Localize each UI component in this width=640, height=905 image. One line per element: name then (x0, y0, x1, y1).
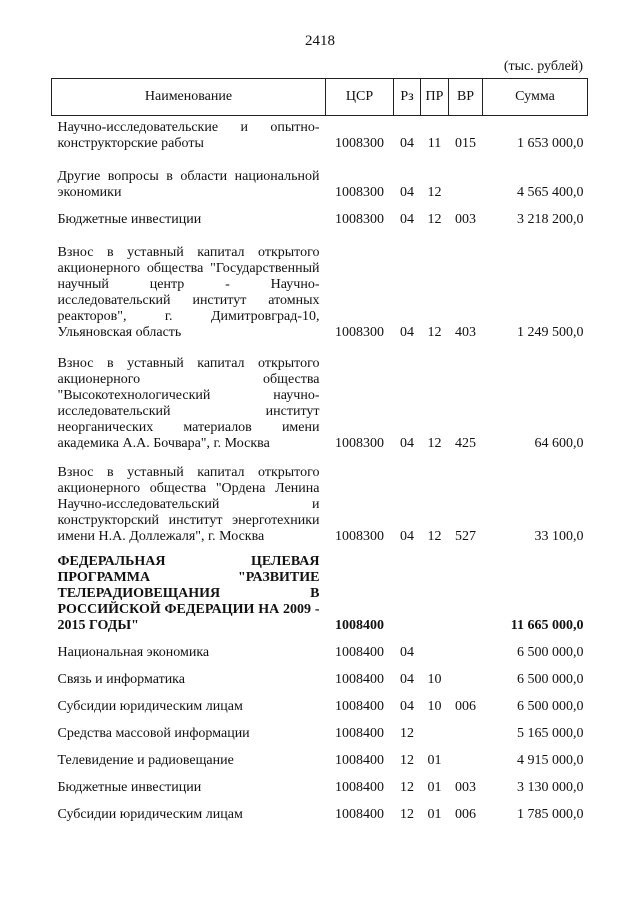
cell-rz: 04 (400, 436, 414, 451)
cell-pr: 10 (427, 672, 442, 687)
cell-pr: 01 (427, 780, 442, 795)
table-row (52, 637, 588, 664)
cell-name: Взнос в уставный капитал открытого акционерного общества "Высокотехнологический научно-исследовательский институт неорганических материалов имени академика А.А. Бочвара", г. Москва (57, 356, 320, 451)
cell-rz: 04 (400, 325, 414, 340)
table-row (52, 664, 588, 691)
cell-vr (449, 718, 483, 745)
table-row (52, 204, 588, 231)
header-vr: ВР (449, 79, 483, 116)
cell-sum: 11 665 000,0 (510, 618, 584, 633)
cell-rz: 12 (400, 780, 414, 795)
cell-pr (421, 548, 449, 637)
cell-pr (421, 718, 449, 745)
table-body (52, 116, 588, 827)
cell-name: Субсидии юридическим лицам (57, 699, 243, 714)
cell-rz (394, 548, 421, 637)
cell-vr (449, 664, 483, 691)
cell-name: Национальная экономика (57, 645, 210, 660)
cell-csr: 1008400 (335, 672, 384, 687)
cell-sum: 33 100,0 (534, 529, 584, 544)
cell-name: Бюджетные инвестиции (57, 212, 202, 227)
header-name: Наименование (52, 79, 326, 116)
cell-name: ФЕДЕРАЛЬНАЯ ЦЕЛЕВАЯ ПРОГРАММА "РАЗВИТИЕ ТЕЛЕРАДИОВЕЩАНИЯ В РОССИЙСКОЙ ФЕДЕРАЦИИ НА 2009 - 2015 ГОДЫ" (57, 554, 320, 633)
cell-csr: 1008400 (335, 753, 384, 768)
cell-vr: 527 (455, 529, 476, 544)
cell-csr: 1008300 (335, 212, 384, 227)
cell-pr: 12 (427, 185, 442, 200)
cell-sum: 6 500 000,0 (517, 699, 584, 714)
cell-sum: 4 565 400,0 (517, 185, 584, 200)
cell-csr: 1008300 (335, 325, 384, 340)
cell-vr: 003 (455, 212, 476, 227)
cell-sum: 3 130 000,0 (517, 780, 584, 795)
table-row (52, 691, 588, 718)
table-row (52, 718, 588, 745)
cell-pr: 01 (427, 807, 442, 822)
cell-csr: 1008400 (335, 807, 384, 822)
cell-name: Взнос в уставный капитал открытого акционерного общества "Ордена Ленина Научно-исследовательский и конструкторский институт энерготехники имени Н.А. Доллежаля", г. Москва (57, 465, 320, 544)
units-label: (тыс. рублей) (503, 59, 583, 74)
cell-csr: 1008400 (335, 726, 384, 741)
cell-vr: 006 (455, 807, 476, 822)
header-rz: Рз (394, 79, 421, 116)
cell-sum: 6 500 000,0 (517, 645, 584, 660)
cell-pr: 12 (427, 325, 442, 340)
cell-sum: 1 785 000,0 (517, 807, 584, 822)
cell-rz: 12 (400, 726, 414, 741)
cell-name: Взнос в уставный капитал открытого акционерного общества "Государственный научный центр - Научно-исследовательский институт атомных реакторов", г. Димитровград-10, Ульяновская область (57, 245, 320, 340)
cell-pr (421, 637, 449, 664)
cell-sum: 1 249 500,0 (517, 325, 584, 340)
cell-sum: 3 218 200,0 (517, 212, 584, 227)
cell-csr: 1008400 (335, 780, 384, 795)
cell-rz: 04 (400, 672, 414, 687)
header-csr: ЦСР (326, 79, 394, 116)
cell-vr: 006 (455, 699, 476, 714)
cell-name: Другие вопросы в области национальной экономики (57, 169, 320, 200)
cell-name: Научно-исследовательские и опытно-конструкторские работы (57, 120, 320, 151)
cell-vr (449, 548, 483, 637)
cell-pr: 12 (427, 212, 442, 227)
cell-csr: 1008300 (335, 185, 384, 200)
cell-csr: 1008400 (335, 699, 384, 714)
table-row (52, 745, 588, 772)
cell-pr: 12 (427, 436, 442, 451)
cell-rz: 04 (400, 699, 414, 714)
cell-sum: 5 165 000,0 (517, 726, 584, 741)
cell-rz: 12 (400, 807, 414, 822)
cell-name: Субсидии юридическим лицам (57, 807, 243, 822)
cell-pr: 01 (427, 753, 442, 768)
header-pr: ПР (421, 79, 449, 116)
cell-rz: 04 (400, 212, 414, 227)
cell-sum: 4 915 000,0 (517, 753, 584, 768)
table-row (52, 772, 588, 799)
cell-name: Телевидение и радиовещание (57, 753, 234, 768)
cell-vr: 003 (455, 780, 476, 795)
page-number: 2418 (305, 33, 335, 49)
budget-table (51, 78, 588, 826)
cell-name: Бюджетные инвестиции (57, 780, 202, 795)
cell-csr: 1008300 (335, 436, 384, 451)
cell-vr: 425 (455, 436, 476, 451)
cell-sum: 64 600,0 (534, 436, 584, 451)
cell-rz: 04 (400, 136, 414, 151)
cell-sum: 1 653 000,0 (517, 136, 584, 151)
table-row (52, 455, 588, 548)
table-row (52, 155, 588, 204)
table-header-row (52, 79, 588, 116)
cell-sum: 6 500 000,0 (517, 672, 584, 687)
cell-pr: 12 (427, 529, 442, 544)
cell-vr (449, 637, 483, 664)
cell-name: Средства массовой информации (57, 726, 250, 741)
cell-rz: 04 (400, 185, 414, 200)
table-row (52, 799, 588, 826)
cell-rz: 04 (400, 529, 414, 544)
cell-name: Связь и информатика (57, 672, 185, 687)
cell-csr: 1008400 (335, 618, 384, 633)
cell-pr: 10 (427, 699, 442, 714)
cell-vr: 015 (455, 136, 476, 151)
cell-rz: 12 (400, 753, 414, 768)
cell-rz: 04 (400, 645, 414, 660)
table-row (52, 344, 588, 455)
table-row (52, 548, 588, 637)
cell-csr: 1008300 (335, 529, 384, 544)
cell-vr: 403 (455, 325, 476, 340)
cell-vr (449, 745, 483, 772)
cell-csr: 1008300 (335, 136, 384, 151)
table-row (52, 231, 588, 344)
cell-csr: 1008400 (335, 645, 384, 660)
cell-vr (449, 155, 483, 204)
table-row (52, 116, 588, 156)
header-sum: Сумма (483, 79, 588, 116)
cell-pr: 11 (427, 136, 442, 151)
